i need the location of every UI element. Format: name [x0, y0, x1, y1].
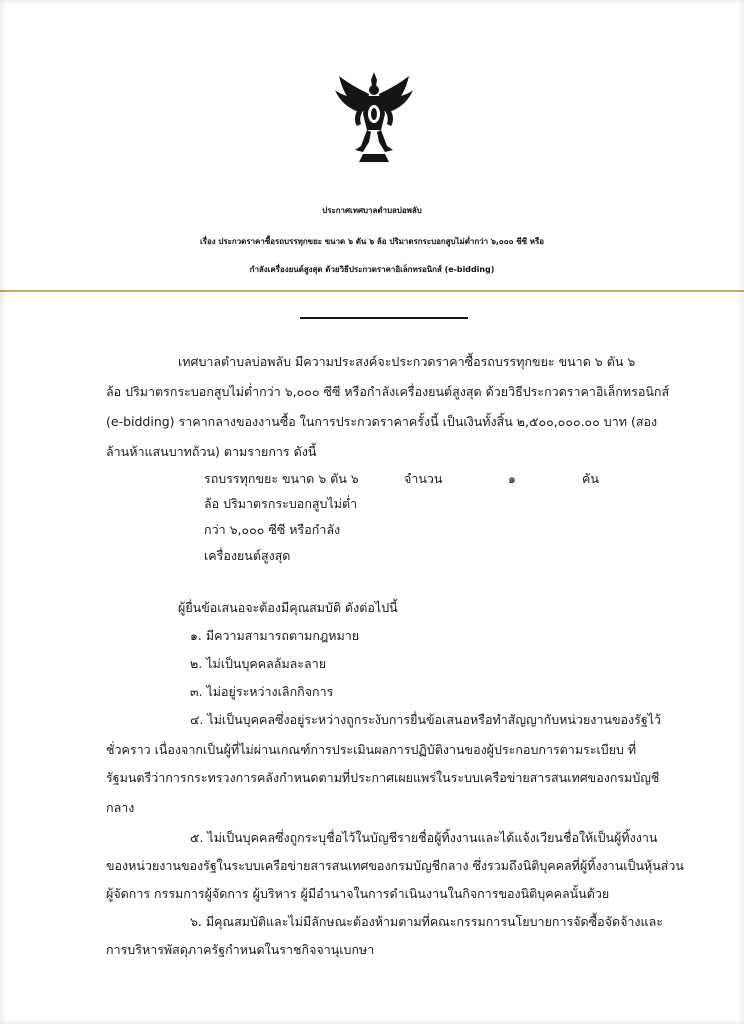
item-qty-label: จำนวน [404, 471, 443, 486]
intro-line-3: (e-bidding) ราคากลางของงานซื้อ ในการประกวดราคาครั้งนี้ เป็นเงินทั้งสิ้น ๒,๕๐๐,๐๐๐.๐๐ บาท (สอง [106, 414, 658, 429]
subject-line-2: กำลังเครื่องยนต์สูงสุด ด้วยวิธีประกวดราคาอิเล็กทรอนิกส์ (e-bidding) [249, 265, 495, 274]
qualification-1: ๑. มีความสามารถตามกฎหมาย [190, 628, 360, 643]
qualification-3: ๓. ไม่อยู่ระหว่างเลิกกิจการ [190, 684, 334, 699]
qualification-4-line-4: กลาง [106, 800, 135, 815]
qualifications-heading: ผู้ยื่นข้อเสนอจะต้องมีคุณสมบัติ ดังต่อไปนี้ [178, 600, 398, 615]
qualification-6-line-1: ๖. มีคุณสมบัติและไม่มีลักษณะต้องห้ามตามที่คณะกรรมการนโยบายการจัดซื้อจัดจ้างและ [190, 914, 663, 929]
intro-line-2: ล้อ ปริมาตรกระบอกสูบไม่ต่ำกว่า ๖,๐๐๐ ซีซี หรือกำลังเครื่องยนต์สูงสุด ด้วยวิธีประกวดราคาอิเล็กทรอนิกส์ [106, 384, 670, 399]
qualification-6-line-2: การบริหารพัสดุภาครัฐกำหนดในราชกิจจานุเบกษา [106, 942, 375, 957]
qualification-5-line-2: ของหน่วยงานของรัฐในระบบเครือข่ายสารสนเทศของกรมบัญชีกลาง ซึ่งรวมถึงนิติบุคคลที่ผู้ทิ้งงานเป็นหุ้นส่วน [106, 858, 684, 873]
qualification-4-line-1: ๔. ไม่เป็นบุคคลซึ่งอยู่ระหว่างถูกระงับการยื่นข้อเสนอหรือทำสัญญากับหน่วยงานของรัฐไว้ [190, 712, 662, 727]
intro-line-1: เทศบาลตำบลบ่อพลับ มีความประสงค์จะประกวดราคาซื้อรถบรรทุกขยะ ขนาด ๖ ตัน ๖ [178, 354, 636, 369]
qualification-2: ๒. ไม่เป็นบุคคลล้มละลาย [190, 656, 327, 671]
subject-line-1: เรื่อง ประกวดราคาซื้อรถบรรทุกขยะ ขนาด ๖ ตัน ๖ ล้อ ปริมาตรกระบอกสูบไม่ต่ำกว่า ๖,๐๐๐ ซีซี หรือ [199, 237, 545, 246]
announcement-title: ประกาศเทศบาลตำบลบ่อพลับ [322, 206, 422, 215]
title-underline [300, 317, 468, 319]
item-qty: ๑ [508, 471, 516, 486]
item-unit: คัน [582, 471, 599, 486]
item-desc-line-2: ล้อ ปริมาตรกระบอกสูบไม่ต่ำ [204, 496, 358, 511]
qualification-4-line-2: ชั่วคราว เนื่องจากเป็นผู้ที่ไม่ผ่านเกณฑ์การประเมินผลการปฏิบัติงานของผู้ประกอบการตามระเบียบ ที่ [106, 742, 637, 757]
garuda-emblem-icon [333, 70, 415, 166]
qualification-4-line-3: รัฐมนตรีว่าการกระทรวงการคลังกำหนดตามที่ประกาศเผยแพร่ในระบบเครือข่ายสารสนเทศของกรมบัญชี [106, 770, 660, 785]
item-desc-line-1: รถบรรทุกขยะ ขนาด ๖ ตัน ๖ [204, 471, 359, 486]
item-desc-line-4: เครื่องยนต์สูงสุด [204, 548, 291, 563]
qualification-5-line-3: ผู้จัดการ กรรมการผู้จัดการ ผู้บริหาร ผู้มีอำนาจในการดำเนินงานในกิจการของนิติบุคคลนั้นด้วย [106, 886, 610, 901]
page-fold-line [0, 290, 744, 292]
item-desc-line-3: กว่า ๖,๐๐๐ ซีซี หรือกำลัง [204, 522, 341, 537]
qualification-5-line-1: ๕. ไม่เป็นบุคคลซึ่งถูกระบุชื่อไว้ในบัญชีรายชื่อผู้ทิ้งงานและได้แจ้งเวียนชื่อให้เป็นผู้ทิ้งงาน [190, 830, 658, 845]
intro-line-4: ล้านห้าแสนบาทถ้วน) ตามรายการ ดังนี้ [106, 444, 317, 459]
